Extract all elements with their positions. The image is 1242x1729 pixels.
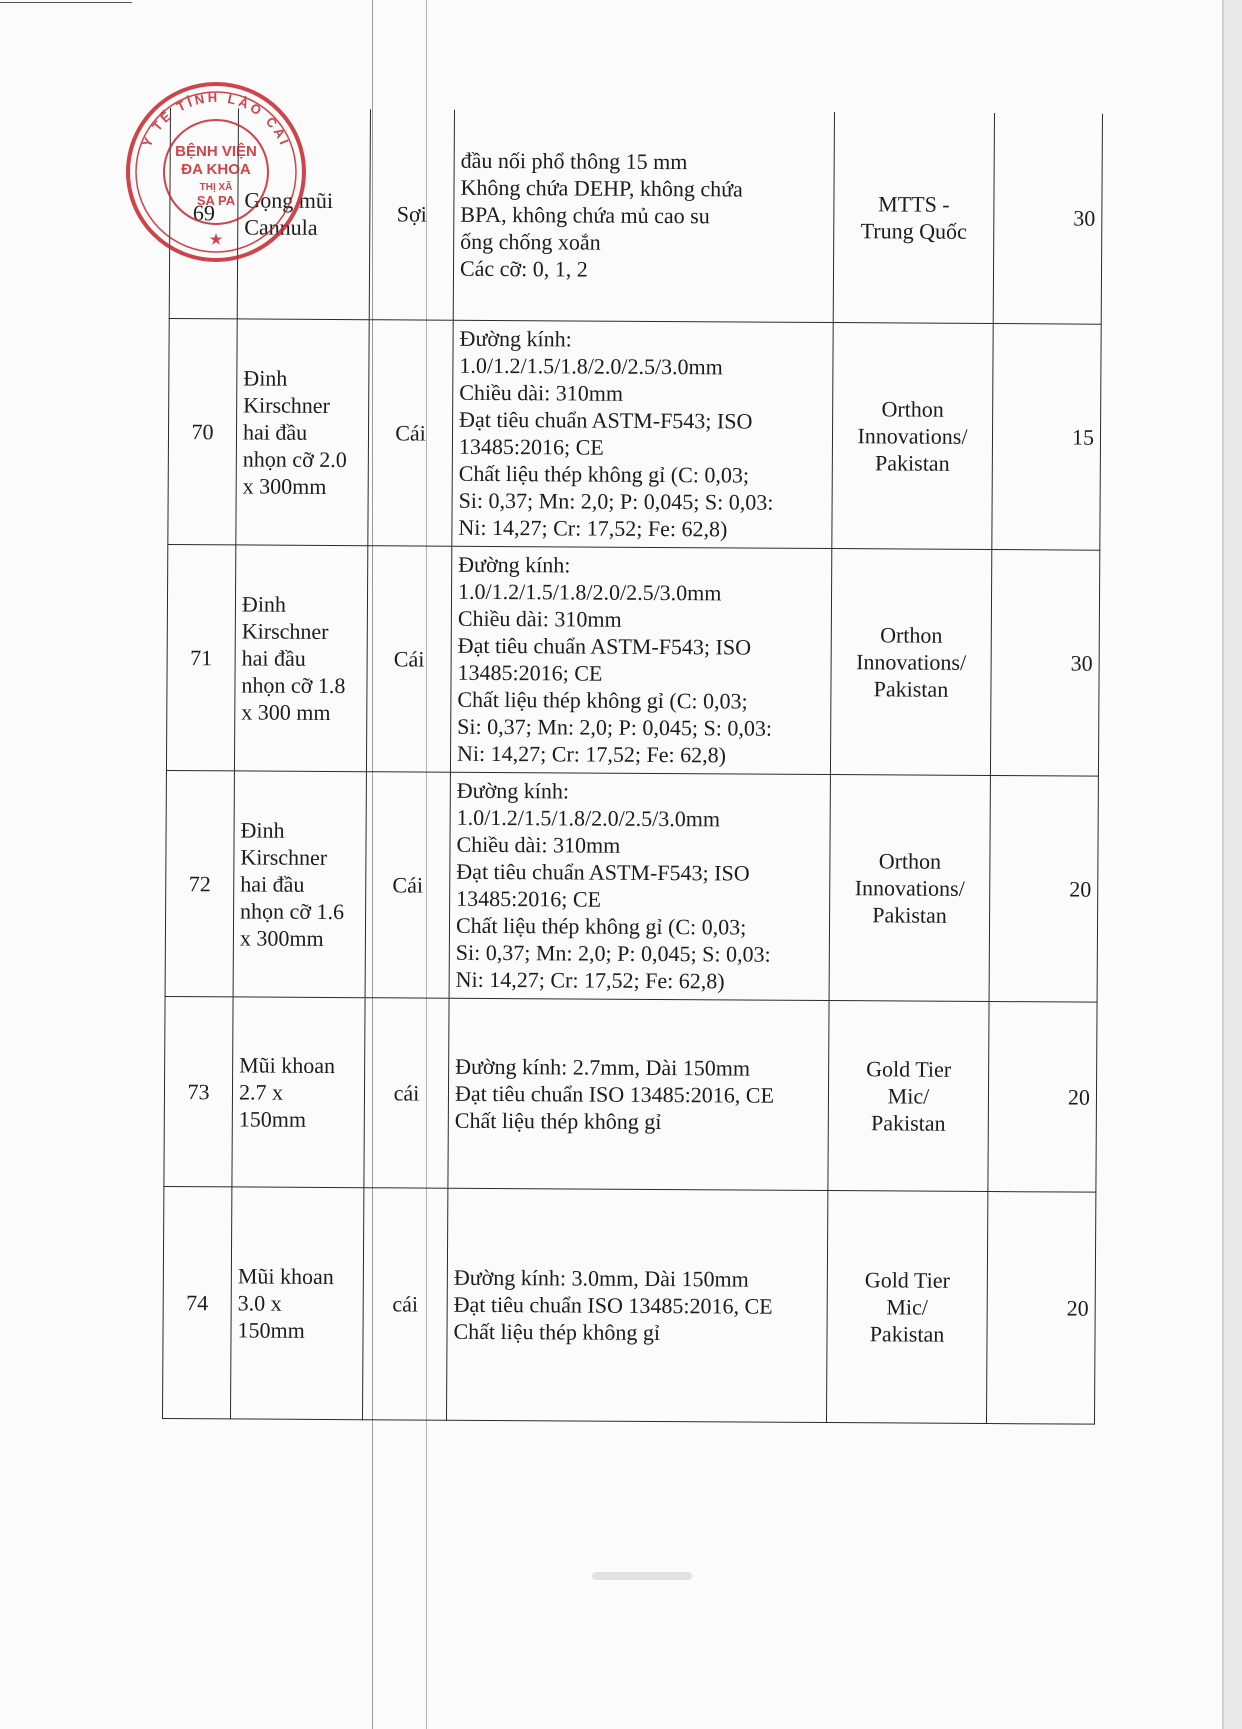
item-specification-line: Chất liệu thép không gỉ (C: 0,03;: [458, 460, 750, 488]
item-specification-line: Chiều dài: 310mm: [459, 379, 624, 406]
item-number-cell: [166, 544, 235, 770]
item-name-line: Cannula: [244, 214, 318, 240]
item-name-line: x 300 mm: [241, 698, 331, 725]
item-origin-line: Gold Tier: [864, 1266, 950, 1293]
item-number-cell: [164, 996, 233, 1186]
item-origin-cell: [833, 112, 994, 323]
item-quantity: 20: [1067, 1084, 1091, 1110]
item-specification-line: 1.0/1.2/1.5/1.8/2.0/2.5/3.0mm: [456, 804, 721, 832]
item-specification-line: Đường kính:: [458, 551, 571, 578]
item-origin-cell: [832, 322, 993, 549]
scan-corner-line: [0, 2, 132, 3]
svg-text:Y TẾ TỈNH LÀO CAI: Y TẾ TỈNH LÀO CAI: [139, 89, 293, 150]
item-specification-line: Chất liệu thép không gỉ (C: 0,03;: [457, 686, 748, 714]
table-row: [168, 318, 1101, 550]
item-specification-line: Chiều dài: 310mm: [457, 605, 622, 632]
item-specification-line: Đường kính:: [459, 325, 572, 352]
item-origin-line: Mic/: [886, 1293, 929, 1320]
item-name-line: Mũi khoan: [239, 1051, 336, 1078]
item-name-line: hai đầu: [240, 870, 305, 897]
item-origin-line: Pakistan: [869, 1320, 945, 1347]
item-unit: Cái: [395, 419, 426, 446]
item-specification-line: 13485:2016; CE: [457, 659, 603, 686]
item-name-line: Đinh: [241, 590, 287, 617]
svg-text:BỆNH VIỆN: BỆNH VIỆN: [175, 143, 257, 160]
item-origin-line: MTTS -: [878, 191, 950, 217]
item-name-line: nhọn cỡ 1.6: [240, 897, 345, 924]
item-specification-line: Đạt tiêu chuẩn ASTM-F543; ISO: [456, 858, 750, 886]
item-quantity-cell: [993, 113, 1102, 324]
goods-table: [162, 108, 1103, 1424]
item-quantity-cell: [992, 323, 1101, 550]
item-name-cell: [230, 1186, 363, 1419]
item-specification-line: Đạt tiêu chuẩn ISO 13485:2016, CE: [453, 1291, 773, 1319]
item-specification-line: Đạt tiêu chuẩn ASTM-F543; ISO: [457, 632, 752, 660]
item-name-cell: [233, 770, 366, 997]
item-name-line: x 300mm: [242, 472, 327, 499]
item-name-line: Kirschner: [240, 843, 328, 870]
item-quantity: 20: [1069, 876, 1092, 902]
item-name-line: Đinh: [243, 364, 288, 391]
item-number-cell: [168, 318, 237, 544]
table-row: [166, 544, 1099, 776]
item-quantity: 20: [1066, 1295, 1089, 1321]
item-specification-line: đầu nối phổ thông 15 mm: [460, 148, 688, 175]
item-number: 73: [187, 1078, 210, 1104]
item-origin-line: Pakistan: [872, 901, 947, 928]
item-specification-line: Đường kính:: [456, 777, 570, 804]
item-name-line: nhọn cỡ 2.0: [242, 445, 347, 472]
item-specification-cell: [448, 998, 829, 1190]
item-number: 69: [192, 200, 215, 226]
item-specification-line: 13485:2016; CE: [456, 885, 602, 912]
item-unit-cell: [369, 109, 454, 320]
item-origin-line: Trung Quốc: [860, 217, 967, 244]
item-origin-cell: [829, 774, 990, 1001]
item-origin-line: Mic/: [887, 1082, 930, 1109]
item-number-cell: [162, 1186, 231, 1418]
item-specification-cell: [453, 110, 834, 322]
item-unit-cell: [368, 319, 453, 546]
item-specification-cell: [452, 320, 833, 548]
item-specification-line: 13485:2016; CE: [458, 433, 604, 460]
item-unit-cell: [364, 997, 449, 1188]
item-specification-line: 1.0/1.2/1.5/1.8/2.0/2.5/3.0mm: [459, 352, 723, 380]
item-name-line: 2.7 x: [238, 1078, 284, 1105]
item-unit: Cái: [393, 645, 425, 672]
item-number: 71: [190, 644, 213, 670]
hospital-stamp-seal: [122, 78, 310, 266]
item-name-cell: [234, 544, 367, 771]
item-name-line: Kirschner: [243, 391, 331, 418]
item-name-cell: [232, 996, 365, 1187]
item-specification-line: Ni: 14,27; Cr: 17,52; Fe: 62,8): [458, 514, 728, 542]
item-origin-line: Innovations/: [857, 422, 968, 449]
item-origin-line: Pakistan: [873, 675, 949, 702]
table-row: [165, 770, 1098, 1002]
item-specification-line: Ni: 14,27; Cr: 17,52; Fe: 62,8): [456, 740, 727, 768]
item-specification-line: Đạt tiêu chuẩn ASTM-F543; ISO: [459, 406, 753, 434]
item-origin-line: Orthon: [881, 395, 944, 422]
item-specification-line: Các cỡ: 0, 1, 2: [459, 256, 588, 282]
item-specification-line: ống chống xoắn: [460, 229, 601, 255]
item-quantity: 30: [1070, 650, 1093, 676]
item-specification-line: 1.0/1.2/1.5/1.8/2.0/2.5/3.0mm: [457, 578, 722, 606]
svg-text:THỊ XÃ: THỊ XÃ: [199, 182, 233, 193]
item-specification-line: Đường kính: 3.0mm, Dài 150mm: [453, 1264, 749, 1292]
item-name-line: Đinh: [240, 816, 285, 843]
item-number-cell: [165, 770, 234, 996]
item-name-line: nhọn cỡ 1.8: [241, 671, 346, 698]
item-number: 74: [186, 1289, 209, 1315]
item-origin-line: Innovations/: [856, 648, 967, 675]
item-name-line: hai đầu: [241, 644, 306, 671]
item-origin-line: Gold Tier: [866, 1055, 952, 1082]
item-origin-line: Orthon: [878, 847, 942, 874]
item-specification-line: Không chứa DEHP, không chứa: [460, 175, 743, 202]
item-origin-cell: [826, 1190, 987, 1423]
item-quantity-cell: [988, 1001, 1097, 1192]
item-origin-cell: [828, 1000, 989, 1191]
item-specification-line: BPA, không chứa mủ cao su: [460, 202, 710, 229]
table-row: [164, 996, 1097, 1192]
item-specification-line: Chiều dài: 310mm: [456, 831, 621, 858]
item-specification-line: Ni: 14,27; Cr: 17,52; Fe: 62,8): [455, 966, 725, 994]
item-name-line: 150mm: [237, 1316, 305, 1343]
item-specification-cell: [450, 546, 831, 774]
item-quantity: 30: [1073, 205, 1096, 231]
item-name-line: Gọng mũi: [244, 187, 334, 213]
item-unit: cái: [392, 1290, 419, 1317]
item-origin-line: Pakistan: [874, 449, 950, 476]
item-specification-cell: [446, 1188, 827, 1422]
item-quantity-cell: [986, 1191, 1095, 1424]
item-number: 72: [188, 870, 211, 896]
item-specification-line: Si: 0,37; Mn: 2,0; P: 0,045; S: 0,03:: [458, 487, 774, 515]
scan-smudge: [592, 1572, 692, 1580]
table-row: [162, 1186, 1095, 1424]
item-quantity-cell: [990, 549, 1099, 776]
item-unit-cell: [366, 545, 451, 772]
item-unit: cái: [393, 1079, 420, 1106]
item-number: 70: [191, 418, 214, 444]
svg-text:ĐA KHOA: ĐA KHOA: [181, 161, 251, 178]
item-origin-line: Orthon: [880, 621, 943, 648]
item-unit-cell: [365, 771, 450, 998]
item-name-line: Mũi khoan: [237, 1262, 334, 1289]
item-unit-cell: [362, 1187, 447, 1420]
item-specification-line: Đường kính: 2.7mm, Dài 150mm: [455, 1053, 751, 1081]
item-specification-line: Chất liệu thép không gỉ: [454, 1107, 662, 1134]
item-specification-line: Si: 0,37; Mn: 2,0; P: 0,045; S: 0,03:: [455, 939, 771, 967]
item-unit: Cái: [392, 871, 424, 898]
item-specification-cell: [449, 772, 830, 1000]
svg-text:★: ★: [209, 231, 223, 247]
item-specification-line: Chất liệu thép không gỉ: [453, 1318, 661, 1345]
item-origin-line: Pakistan: [870, 1109, 946, 1136]
item-name-line: hai đầu: [242, 418, 308, 445]
item-name-line: 150mm: [238, 1105, 307, 1132]
item-specification-line: Đạt tiêu chuẩn ISO 13485:2016, CE: [454, 1080, 775, 1108]
item-specification-line: Si: 0,37; Mn: 2,0; P: 0,045; S: 0,03:: [457, 713, 773, 741]
item-name-line: 3.0 x: [237, 1289, 282, 1316]
item-origin-line: Innovations/: [854, 874, 965, 901]
item-origin-cell: [830, 548, 991, 775]
item-quantity-cell: [989, 775, 1098, 1002]
item-quantity: 15: [1071, 424, 1095, 450]
item-unit: Sợi: [396, 201, 427, 227]
svg-text:SA PA: SA PA: [196, 193, 236, 208]
item-name-line: x 300mm: [239, 924, 324, 951]
item-specification-line: Chất liệu thép không gỉ (C: 0,03;: [455, 912, 747, 940]
item-name-cell: [236, 318, 369, 545]
item-name-line: Kirschner: [241, 617, 329, 644]
